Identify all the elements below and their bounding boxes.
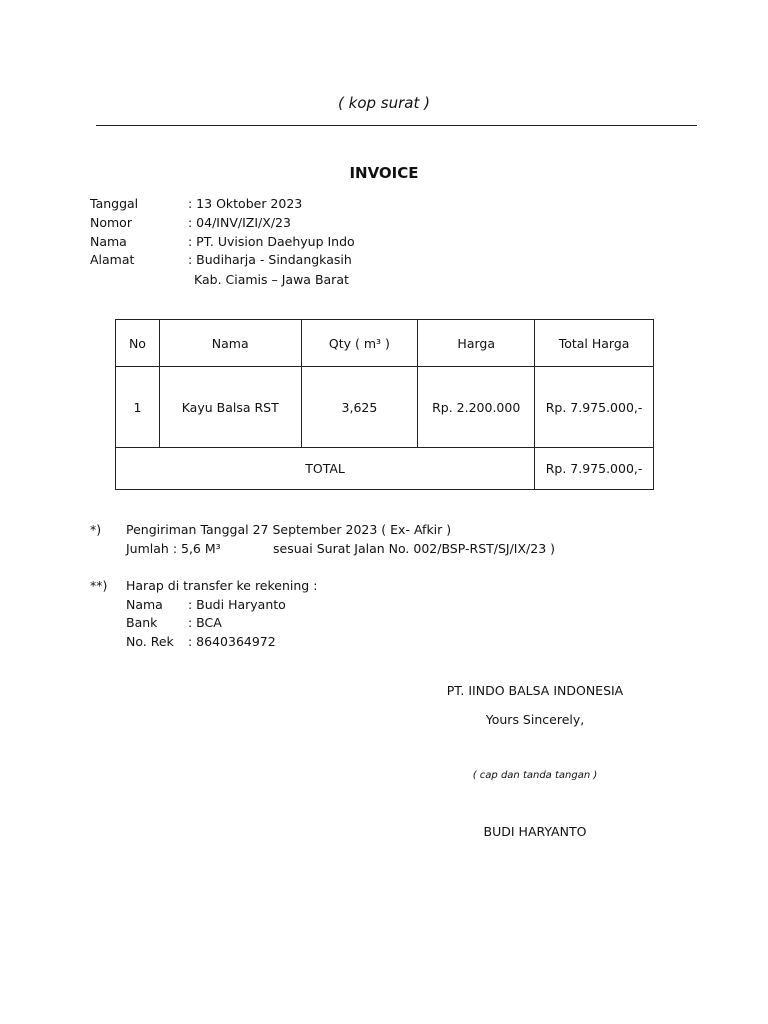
cell-price: Rp. 2.200.000 <box>418 367 535 448</box>
info-value-number: : 04/INV/IZI/X/23 <box>188 215 291 230</box>
bank-value-bank: : BCA <box>188 615 222 630</box>
signature-name: BUDI HARYANTO <box>483 824 587 839</box>
signature-company: PT. IINDO BALSA INDONESIA <box>446 683 624 698</box>
total-value: Rp. 7.975.000,- <box>535 448 654 490</box>
note1-marker: *) <box>90 522 102 537</box>
letterhead-divider <box>96 125 697 126</box>
cell-qty: 3,625 <box>301 367 418 448</box>
letterhead-placeholder: ( kop surat ) <box>338 94 430 112</box>
bank-label-bank: Bank <box>126 615 158 630</box>
note1-delivery-ref: sesuai Surat Jalan No. 002/BSP-RST/SJ/IX/23 ) <box>273 541 556 556</box>
info-value-address: : Budiharja - Sindangkasih <box>188 252 352 267</box>
header-qty: Qty ( m³ ) <box>301 320 418 367</box>
signature-closing: Yours Sincerely, <box>485 712 585 727</box>
cell-name: Kayu Balsa RST <box>159 367 301 448</box>
bank-label-name: Nama <box>126 597 163 612</box>
header-no: No <box>116 320 160 367</box>
table-row <box>116 367 654 448</box>
info-label-number: Nomor <box>90 215 132 230</box>
invoice-table <box>115 319 654 490</box>
info-label-name: Nama <box>90 234 127 249</box>
info-value-name: : PT. Uvision Daehyup Indo <box>188 234 355 249</box>
note1-line1: Pengiriman Tanggal 27 September 2023 ( Ex- Afkir ) <box>126 522 452 537</box>
cell-no: 1 <box>116 367 160 448</box>
info-label-address: Alamat <box>90 252 135 267</box>
bank-label-account: No. Rek <box>126 634 174 649</box>
header-name: Nama <box>159 320 301 367</box>
header-price: Harga <box>418 320 535 367</box>
info-label-date: Tanggal <box>90 196 139 211</box>
cell-total: Rp. 7.975.000,- <box>535 367 654 448</box>
document-title: INVOICE <box>349 164 419 182</box>
bank-value-account: : 8640364972 <box>188 634 276 649</box>
info-value-date: : 13 Oktober 2023 <box>188 196 303 211</box>
note2-line1: Harap di transfer ke rekening : <box>126 578 318 593</box>
total-label: TOTAL <box>116 448 535 490</box>
note2-marker: **) <box>90 578 108 593</box>
bank-value-name: : Budi Haryanto <box>188 597 286 612</box>
info-value-address-line2: Kab. Ciamis – Jawa Barat <box>194 272 349 287</box>
table-total-row <box>116 448 654 490</box>
header-total: Total Harga <box>535 320 654 367</box>
note1-quantity: Jumlah : 5,6 M³ <box>126 541 221 556</box>
signature-stamp-placeholder: ( cap dan tanda tangan ) <box>472 770 598 781</box>
table-header-row <box>116 320 654 367</box>
